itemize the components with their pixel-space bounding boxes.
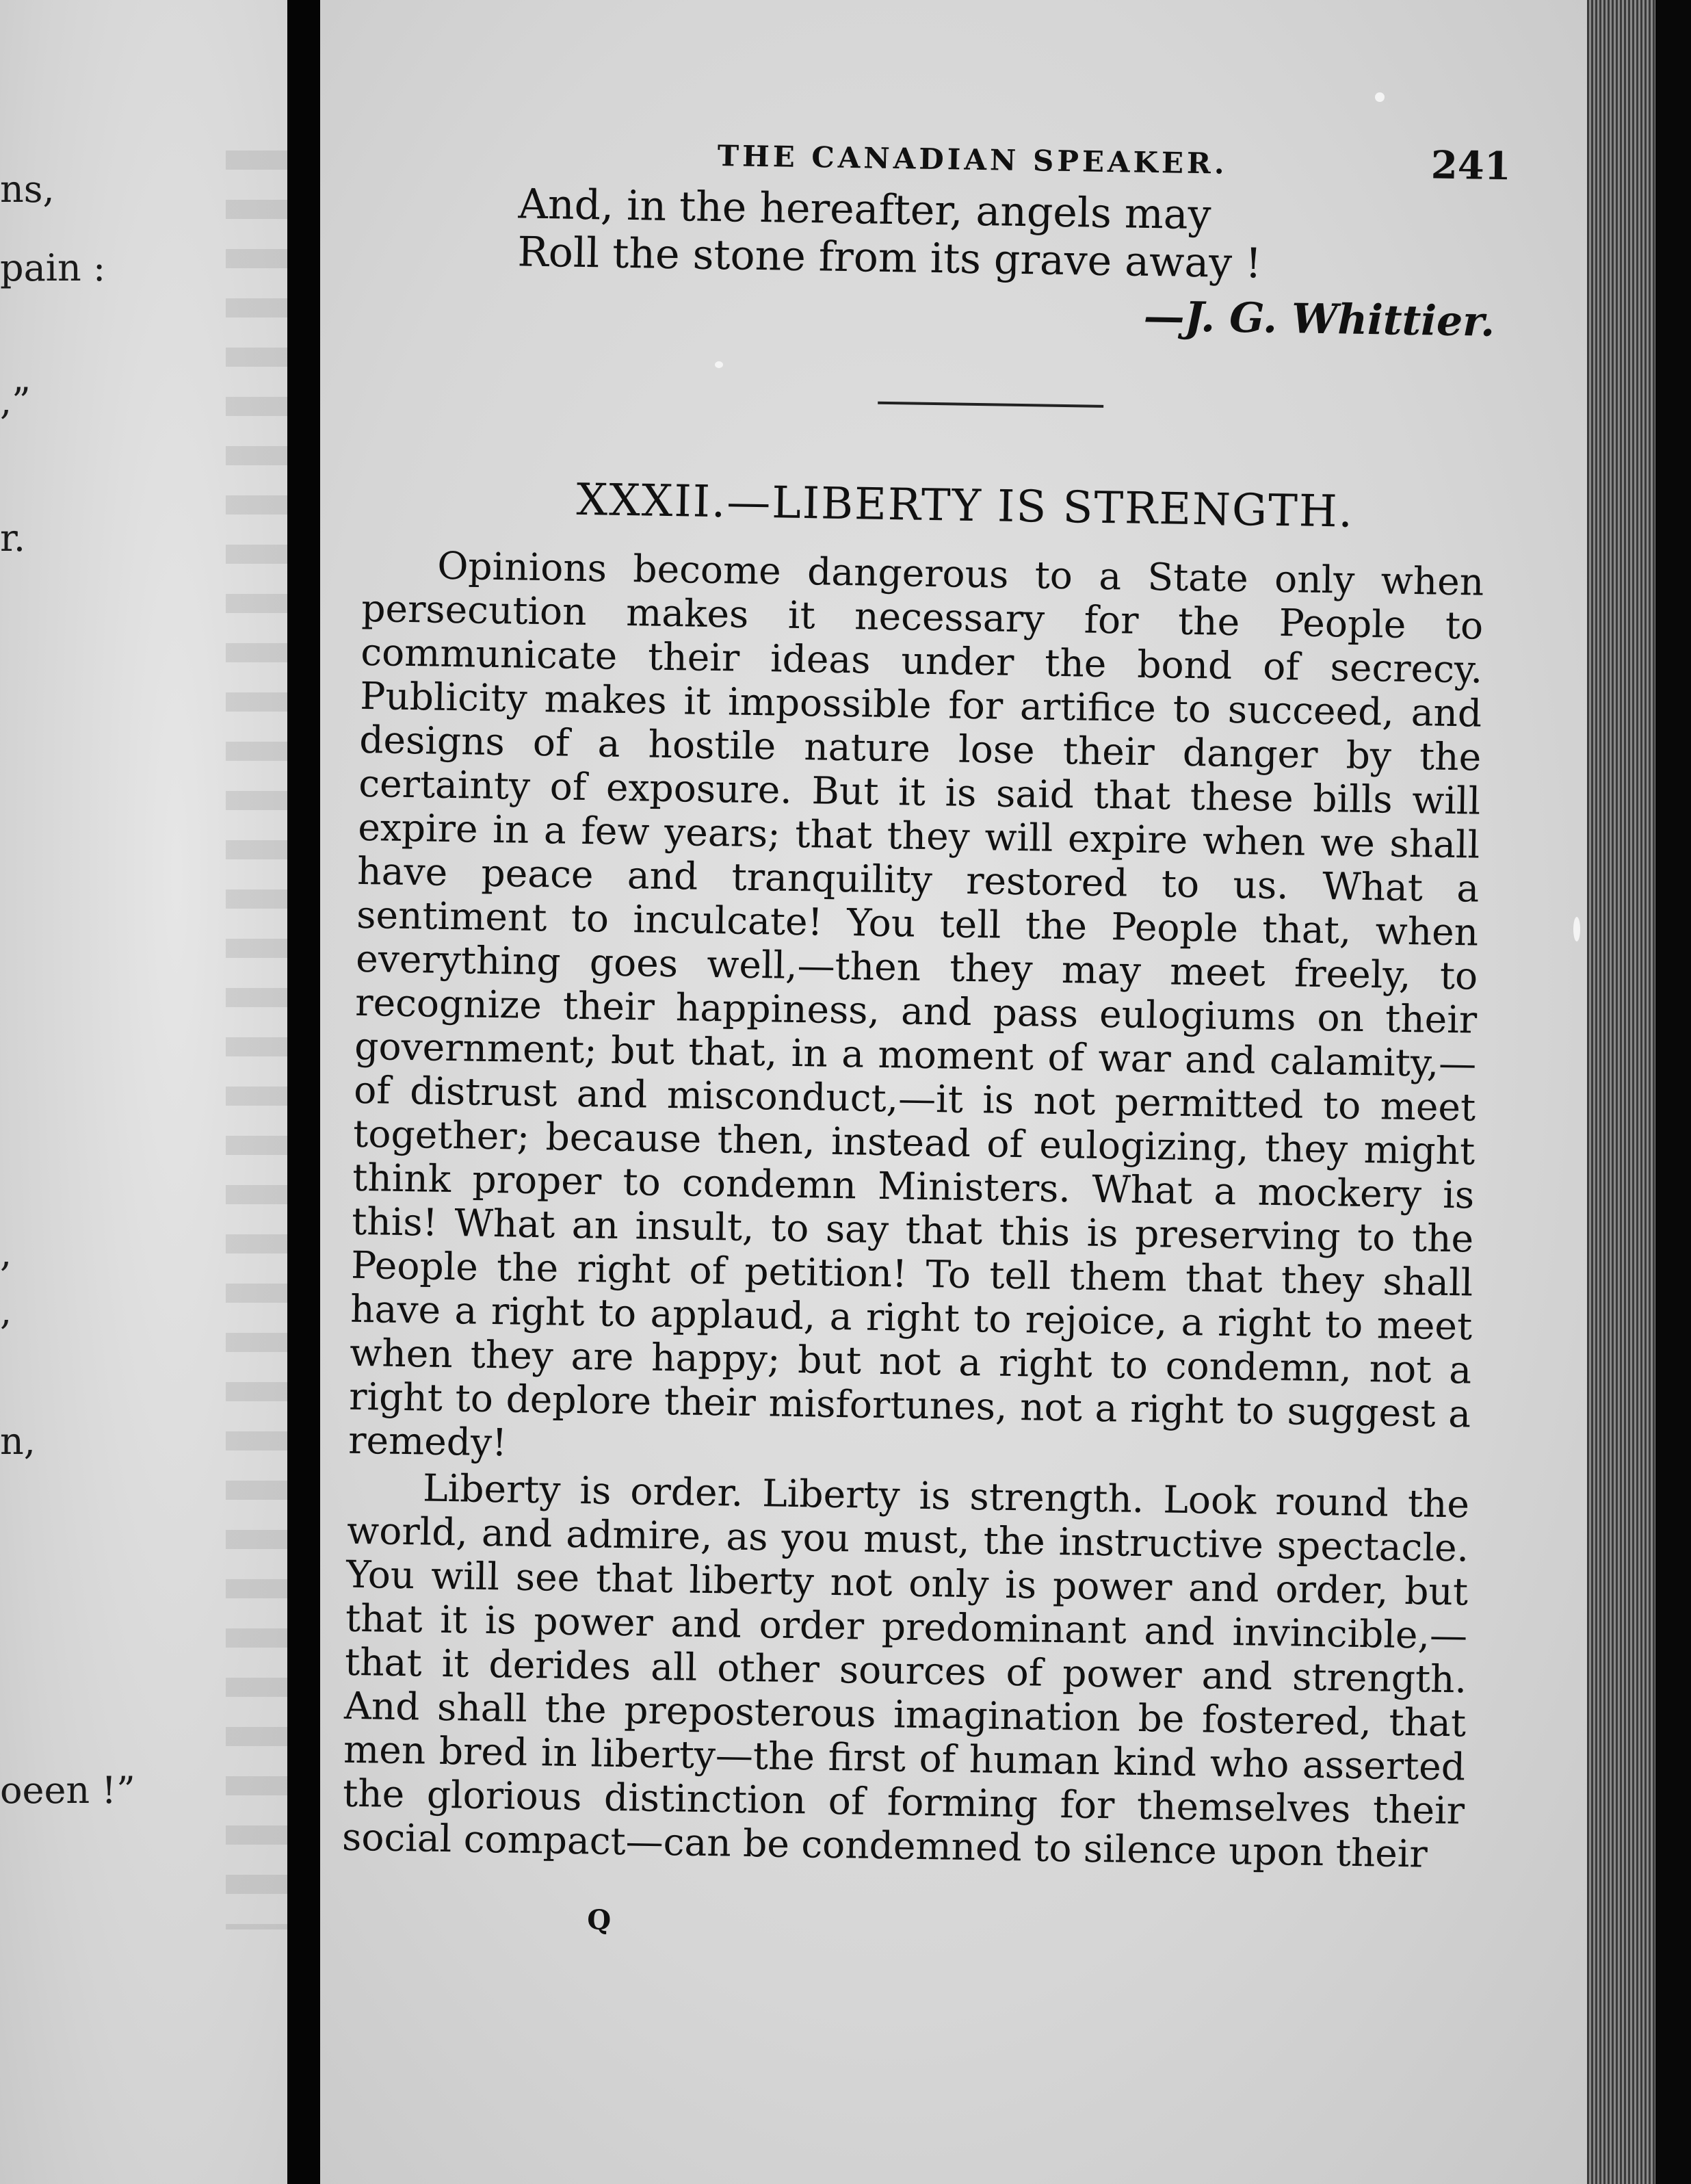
left-facing-page (0, 0, 294, 2184)
left-page-fragment: r. (0, 517, 26, 560)
signature-mark: Q (586, 1903, 612, 1936)
section-divider (878, 402, 1103, 408)
section-heading: XXXII.—LIBERTY IS STRENGTH. (576, 474, 1354, 538)
left-page-fragment: , (0, 1232, 12, 1275)
body-paragraph: Liberty is order. Liberty is strength. Look round the world, and admire, as you must, the instructive spectacle. You will see that liberty not only is power and order, but that it is power and order predominant and invincible,—that it derides all other sources of power and strength. And shall the preposterous imagination be fostered, that men bred in liberty—the first of human kind who asserted the glorious distinction of forming for themselves their social compact—can be condemned to silence upon their (341, 1466, 1470, 1876)
verse-line: Roll the stone from its grave away ! (517, 228, 1262, 288)
running-title: THE CANADIAN SPEAKER. (717, 139, 1228, 181)
poem-attribution: —J. G. Whittier. (1143, 292, 1495, 346)
page-number: 241 (1430, 142, 1512, 190)
left-page-fragment: ns, (0, 168, 55, 211)
left-page-fragment: ,” (0, 380, 31, 423)
left-page-fragment: n, (0, 1420, 36, 1463)
left-page-fragment: , (0, 1290, 12, 1333)
page-edge-stack (1587, 0, 1655, 2184)
dust-speck (1375, 92, 1385, 102)
book-gutter (287, 0, 320, 2184)
bleed-through-text (226, 151, 287, 1929)
dust-speck (1573, 917, 1580, 941)
left-page-fragment: pain : (0, 246, 106, 289)
body-paragraph: Opinions become dangerous to a State only when persecution makes it necessary for the People to communicate their ideas under the bond of secrecy. Publicity makes it impossible for artifice to succeed, and designs of a hostile nature lose their danger by the certainty of exposure. But it is said that these bills will expire in a few years; that they will expire when we shall have peace and tranquility restored to us. What a sentiment to inculcate! You tell the People that, when everything goes well,—then they may meet freely, to recognize their happiness, and pass eulogiums on their government; but that, in a moment of war and calamity,—of distrust and misconduct,—it is not permitted to meet together; because then, instead of eulogizing, they might think proper to condemn Ministers. What a mockery is this! What an insult, to say that this is preserving to the People the right of petition! To tell them that they shall have a right to applaud, a right to rejoice, a right to meet when they are happy; but not a right to condemn, not a right to deplore their misfortunes, not a right to suggest a remedy! (348, 543, 1484, 1465)
page-text-block (341, 103, 1512, 1949)
left-page-fragment: oeen !” (0, 1769, 135, 1812)
verse-line: And, in the hereafter, angels may (518, 180, 1212, 239)
poem-closing-verse (517, 180, 1490, 291)
scan-border (1655, 0, 1691, 2184)
